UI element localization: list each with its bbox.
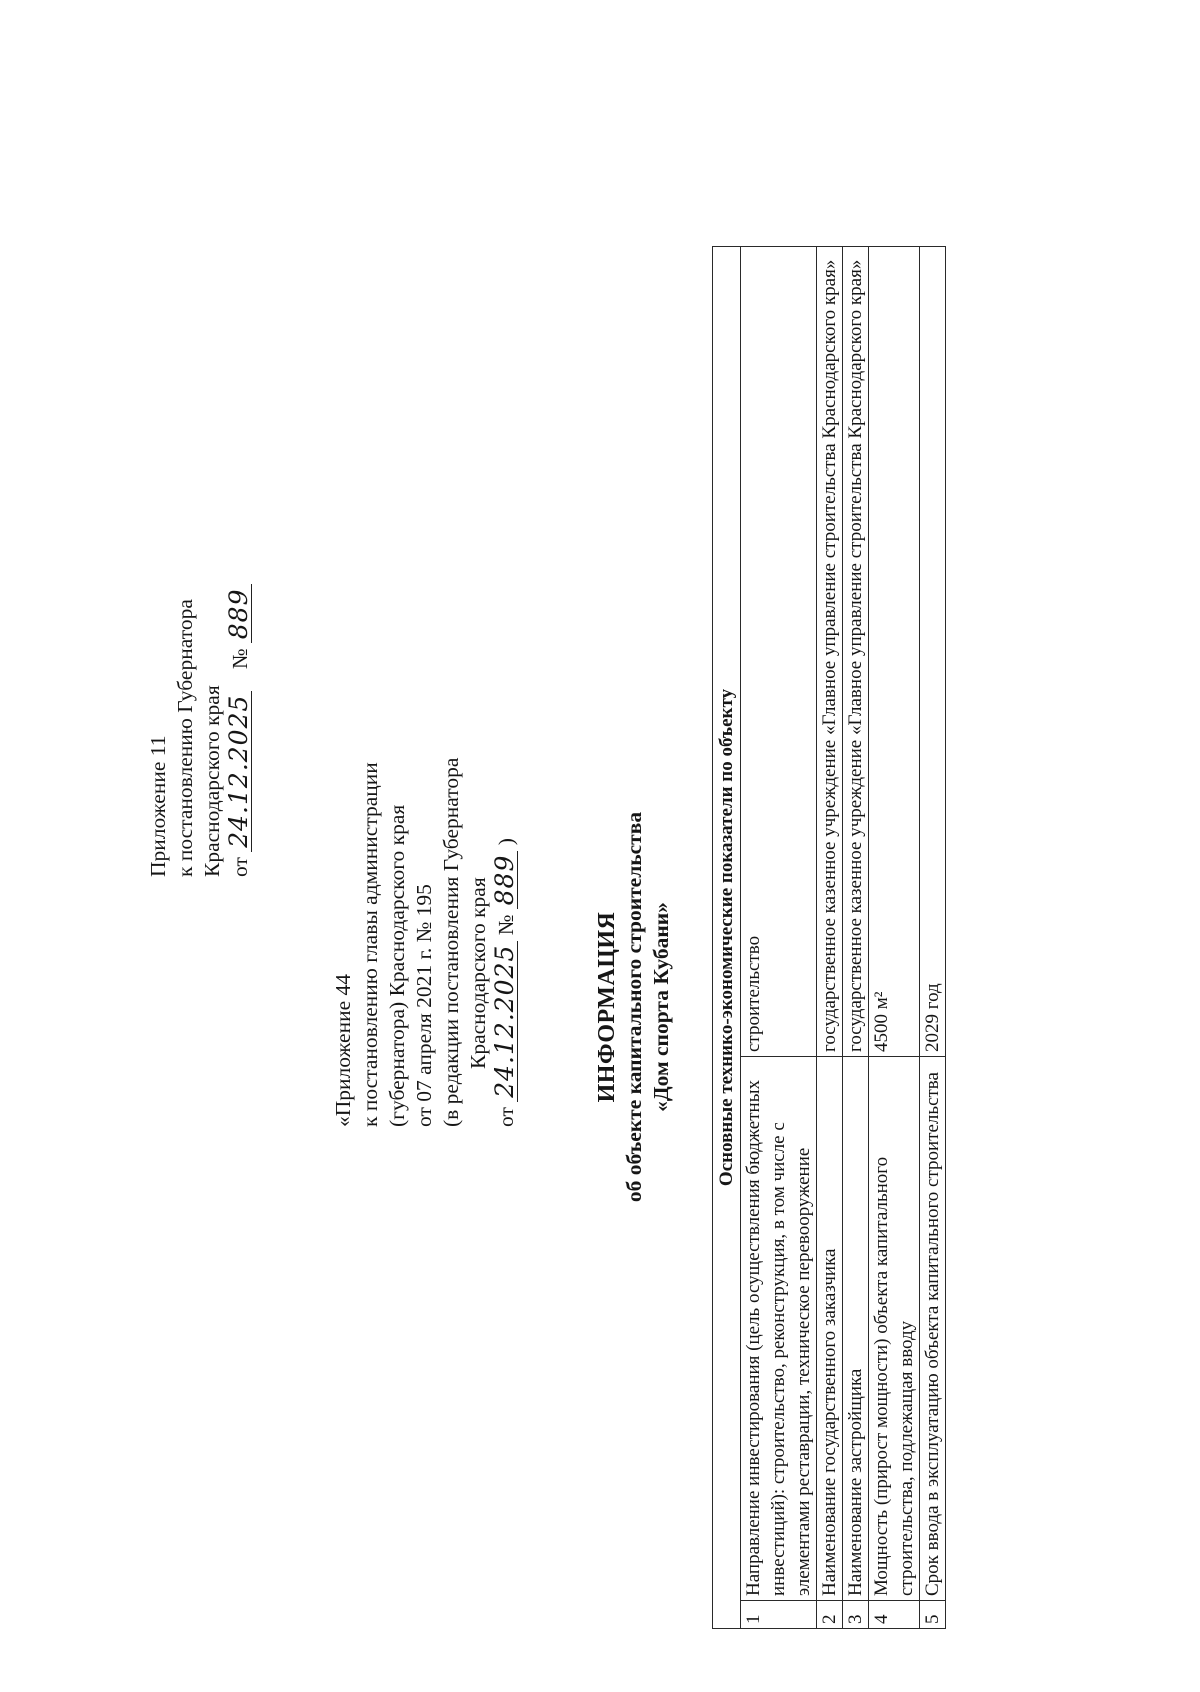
appendix-amended-line6: Краснодарского края	[466, 877, 490, 1069]
document-title	[594, 667, 675, 1347]
row-value: государственное казенное учреждение «Главное управление строительства Краснодарского края»	[817, 246, 843, 1056]
row-name: Наименование застройщика	[843, 1057, 869, 1601]
row-name: Срок ввода в эксплуатацию объекта капитального строительства	[920, 1057, 946, 1601]
number-label: №	[494, 914, 518, 936]
handwritten-number: 889	[492, 851, 518, 910]
row-number: 3	[843, 1601, 869, 1629]
table-row	[741, 246, 817, 1628]
row-number: 4	[869, 1601, 920, 1629]
handwritten-date: 24.12.2025	[492, 941, 518, 1102]
table-header-row	[713, 246, 741, 1628]
row-value: 4500 м²	[869, 246, 920, 1056]
row-number: 1	[741, 1601, 817, 1629]
row-name: Направление инвестирования (цель осуществления бюджетных инвестиций): строительство, реконструкция, в том числе с элементами реставрации, техническое перевооружение	[741, 1057, 817, 1601]
appendix-amended-block	[330, 758, 520, 1127]
title-main: ИНФОРМАЦИЯ	[594, 911, 620, 1103]
row-value: 2029 год	[920, 246, 946, 1056]
table-row	[869, 246, 920, 1628]
row-number: 2	[817, 1601, 843, 1629]
title-sub: об объекте капитального строительства	[622, 811, 646, 1203]
appendix-amended-line4: от 07 апреля 2021 г. № 195	[412, 884, 436, 1127]
appendix-amended-date-line	[492, 758, 520, 1127]
appendix-current-line1: Приложение 11	[146, 735, 170, 877]
number-label: №	[228, 648, 252, 670]
closing-paren: )	[494, 838, 518, 846]
table-row	[920, 246, 946, 1628]
row-number: 5	[920, 1601, 946, 1629]
row-value: государственное казенное учреждение «Главное управление строительства Краснодарского края»	[843, 246, 869, 1056]
handwritten-number: 889	[226, 585, 252, 644]
appendix-current-date-line	[226, 585, 254, 878]
from-label: от	[494, 1107, 518, 1127]
row-name: Мощность (прирост мощности) объекта капитального строительства, подлежащая вводу	[869, 1057, 920, 1601]
row-value: строительство	[741, 246, 817, 1056]
appendix-current-block	[145, 585, 254, 878]
from-label: от	[228, 857, 252, 877]
appendix-amended-line3: (губернатора) Краснодарского края	[385, 804, 409, 1127]
appendix-current-line2: к постановлению Губернатора	[173, 599, 197, 877]
handwritten-date: 24.12.2025	[226, 691, 252, 852]
appendix-current-line3: Краснодарского края	[200, 685, 224, 877]
row-name: Наименование государственного заказчика	[817, 1057, 843, 1601]
appendix-amended-line1: «Приложение 44	[331, 973, 355, 1127]
indicators-table	[712, 246, 946, 1629]
title-object: «Дом спорта Кубани»	[649, 902, 673, 1112]
appendix-amended-line5: (в редакции постановления Губернатора	[439, 757, 463, 1127]
table-row	[817, 246, 843, 1628]
table-header: Основные технико-экономические показатели по объекту	[713, 246, 741, 1628]
appendix-amended-line2: к постановлению главы администрации	[358, 762, 382, 1127]
table-row	[843, 246, 869, 1628]
